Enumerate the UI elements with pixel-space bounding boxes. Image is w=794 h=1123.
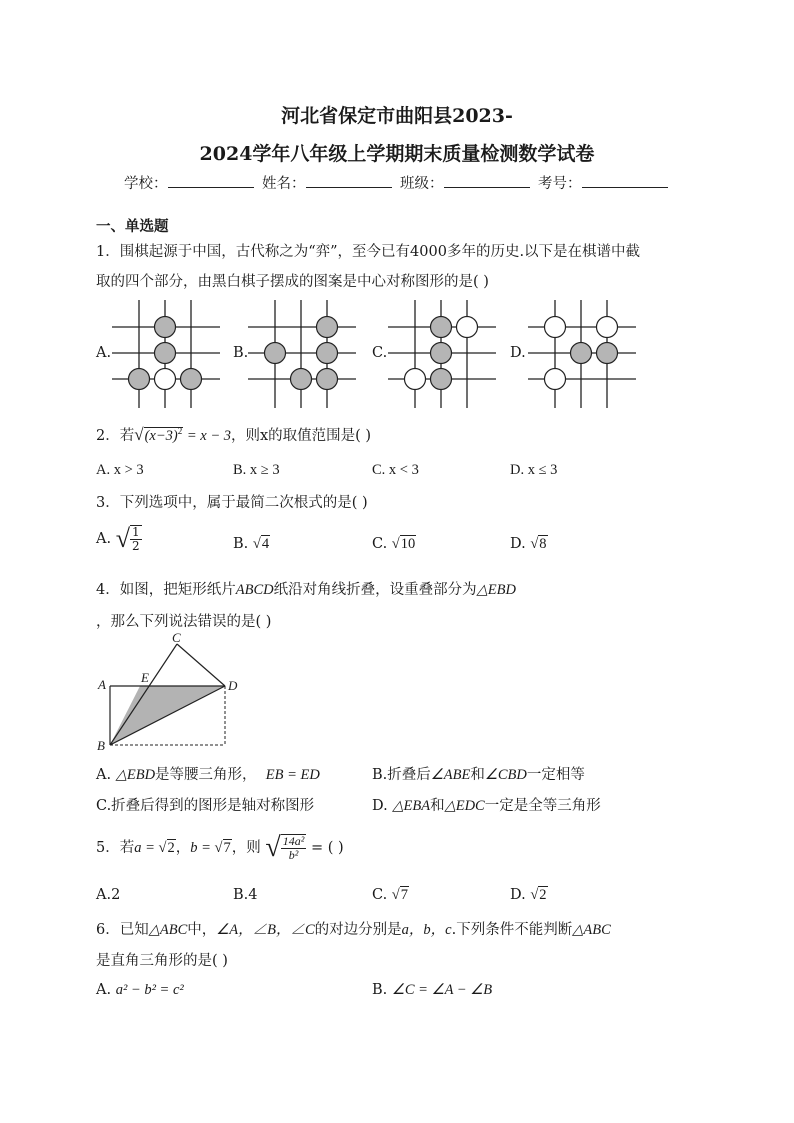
- q1-stem-line2: 取的四个部分，由黑白棋子摆成的图案是中心对称图形的是( ): [96, 274, 489, 290]
- go-board-b: [248, 300, 356, 408]
- title-line-2: 2024学年八年级上学期期末质量检测数学试卷: [199, 143, 595, 165]
- school-label: 学校：: [124, 176, 168, 192]
- go-board-d: [528, 300, 636, 408]
- q6-option-b[interactable]: B. ∠C = ∠A − ∠B: [372, 982, 493, 998]
- go-board-c: [388, 300, 496, 408]
- q4-option-a[interactable]: A. △EBD是等腰三角形， EB = ED: [96, 767, 320, 783]
- q1-option-b-label: B.: [233, 345, 249, 361]
- q2-option-a[interactable]: A. x > 3: [96, 462, 144, 478]
- q5-option-d[interactable]: D. √2: [510, 887, 547, 903]
- q4-option-b[interactable]: B.折叠后∠ABE和∠CBD一定相等: [372, 767, 585, 783]
- school-field[interactable]: [124, 172, 254, 193]
- q6-option-a[interactable]: A. a² − b² = c²: [96, 982, 184, 998]
- label-a: A: [98, 677, 106, 692]
- q4-stem-line1: 4．如图，把矩形纸片ABCD纸沿对角线折叠，设重叠部分为△EBD: [96, 582, 516, 598]
- q4-option-c[interactable]: C.折叠后得到的图形是轴对称图形: [96, 798, 315, 814]
- q2-stem: 2．若$√(x-3)^2 = x - 3$，则x的取值范围是( ): [96, 425, 372, 444]
- exam-number-field[interactable]: [538, 172, 668, 193]
- label-d: D: [228, 678, 238, 693]
- q1-stem-line1: 1．围棋起源于中国，古代称之为“弈”，至今已有4000多年的历史.以下是在棋谱中截: [96, 244, 641, 260]
- q3-option-a[interactable]: A. √ $\frac{1}{2}$: [96, 524, 140, 553]
- q1-option-d-label: D.: [510, 345, 526, 361]
- q4-option-d[interactable]: D. △EBA和△EDC一定是全等三角形: [372, 798, 601, 814]
- title-line-1: 河北省保定市曲阳县2023-: [281, 105, 513, 127]
- q1-option-a-label: A.: [96, 345, 112, 361]
- q2-sqrt: $√(x-3)^2$: [134, 425, 183, 444]
- q1-option-c-label: C.: [372, 345, 388, 361]
- name-field[interactable]: [262, 172, 392, 193]
- go-board-a: [112, 300, 220, 408]
- section-title: 一、单选题: [96, 218, 169, 235]
- q3-option-d[interactable]: D. √8: [510, 536, 547, 552]
- label-b: B: [97, 738, 105, 752]
- label-e: E: [141, 670, 149, 685]
- label-c: C: [172, 632, 181, 645]
- q5-stem: 5．若a = √2，b = √7，则 √ $\frac{\text{14a²}}{\text{b²}}$ = ( ): [96, 832, 344, 863]
- q2-option-d[interactable]: D. x ≤ 3: [510, 462, 558, 478]
- q6-stem-line1: 6．已知△ABC中，∠A，∠B，∠C的对边分别是a，b，c.下列条件不能判断△ABC: [96, 922, 611, 938]
- class-field[interactable]: [400, 172, 530, 193]
- q3-option-b[interactable]: B. √4: [233, 536, 270, 552]
- q6-stem-line2: 是直角三角形的是( ): [96, 953, 228, 969]
- q5-option-c[interactable]: C. √7: [372, 887, 409, 903]
- q4-stem-line2: ，那么下列说法错误的是( ): [96, 614, 272, 630]
- q5-option-b[interactable]: B.4: [233, 887, 258, 903]
- q4-figure: [92, 632, 252, 752]
- class-label: 班级：: [400, 176, 444, 192]
- q3-option-c[interactable]: C. √10: [372, 536, 416, 552]
- q5-option-a[interactable]: A.2: [96, 887, 121, 903]
- q3-stem: 3．下列选项中，属于最简二次根式的是( ): [96, 495, 368, 511]
- exam-number-label: 考号：: [538, 176, 582, 192]
- q2-option-c[interactable]: C. x < 3: [372, 462, 419, 478]
- q2-option-b[interactable]: B. x ≥ 3: [233, 462, 280, 478]
- name-label: 姓名：: [262, 176, 306, 192]
